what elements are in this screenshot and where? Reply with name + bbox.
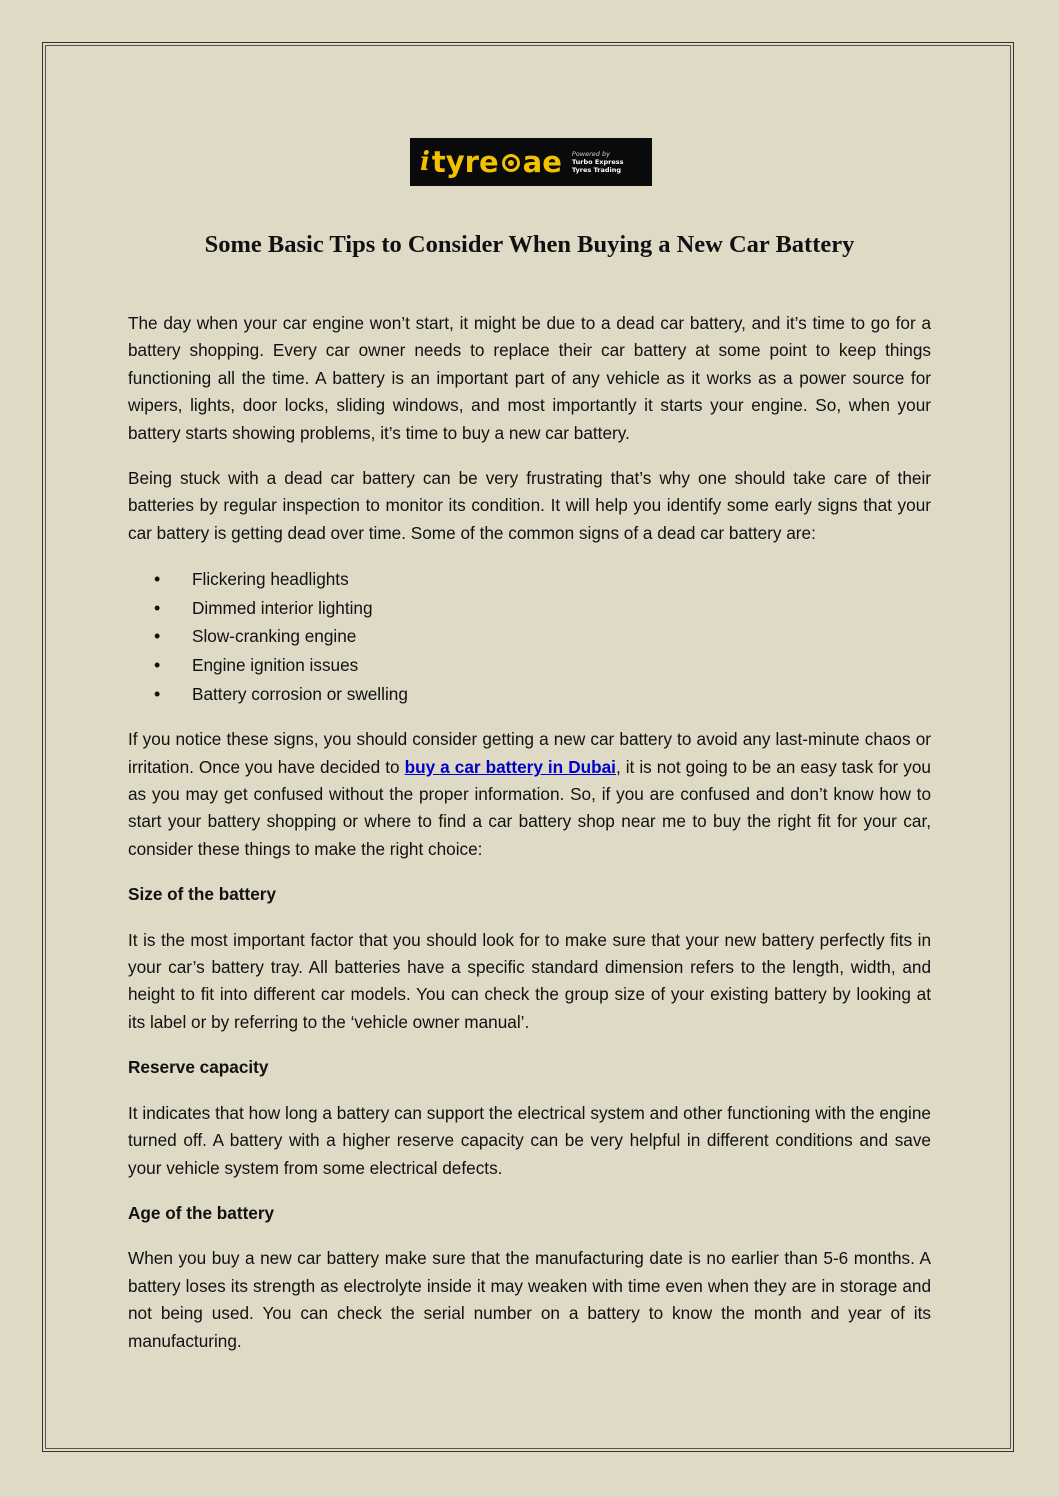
logo-text-right: ae bbox=[522, 145, 562, 179]
logo-company-line1: Turbo Express bbox=[571, 158, 624, 166]
logo-text-left: tyre bbox=[431, 145, 499, 179]
brand-logo bbox=[410, 138, 652, 186]
section-text-age: When you buy a new car battery make sure that the manufacturing date is no earlier than 5-6 months. A battery loses its strength as electrolyte inside it may weaken with time even when they are in storage and not being used. You can check the serial number on a battery to know the month and year of its manufacturing. bbox=[128, 1248, 931, 1351]
section-heading-reserve: Reserve capacity bbox=[128, 1057, 269, 1078]
paragraph-3-after: , it is not going to be an easy task for you as you may get confused without the proper information. So, if you are confused and don’t know how to start your battery shopping or where to find a car battery shop near me to buy the right fit for your car, consider these things to make the right choice: bbox=[128, 756, 931, 859]
list-item: • Slow-cranking engine bbox=[128, 622, 931, 651]
section-heading-size: Size of the battery bbox=[128, 884, 277, 905]
list-item: • Battery corrosion or swelling bbox=[128, 680, 931, 709]
wheel-icon bbox=[502, 154, 520, 172]
paragraph-3-before: If you notice these signs, you should consider getting a new car battery to avoid any last-minute chaos or irritation. Once you have decided to bbox=[128, 729, 931, 777]
logo-i: i bbox=[420, 147, 430, 177]
list-item: • Flickering headlights bbox=[128, 565, 931, 594]
list-item: • Engine ignition issues bbox=[128, 651, 931, 680]
intro-paragraph-2: Being stuck with a dead car battery can be very frustrating that’s why one should take care of their batteries by regular inspection to monitor its condition. It will help you identify some early signs that your car battery is getting dead over time. Some of the common signs of a dead car battery are: bbox=[128, 468, 931, 543]
logo-tagline bbox=[572, 150, 624, 174]
list-item: • Dimmed interior lighting bbox=[128, 594, 931, 623]
intro-paragraph-1: The day when your car engine won’t start, it might be due to a dead car battery, and it’s time to go for a battery shopping. Every car owner needs to replace their car battery at some point to keep things functioning all the time. A battery is an important part of any vehicle as it works as a power source for wipers, lights, door locks, sliding windows, and most importantly it starts your engine. So, when your battery starts showing problems, it’s time to buy a new car battery. bbox=[128, 313, 931, 443]
paragraph-3 bbox=[128, 726, 931, 863]
section-text-reserve: It indicates that how long a battery can support the electrical system and other functioning with the engine turned off. A battery with a higher reserve capacity can be very helpful in different conditions and save your vehicle system from some electrical defects. bbox=[128, 1102, 931, 1178]
buy-battery-dubai-link[interactable]: buy a car battery in Dubai bbox=[404, 756, 616, 777]
logo-company-line2: Tyres Trading bbox=[571, 166, 622, 174]
signs-list bbox=[128, 565, 931, 708]
article-body bbox=[128, 310, 931, 1373]
section-text-size: It is the most important factor that you should look for to make sure that your new battery perfectly fits in your car’s battery tray. All batteries have a specific standard dimension refers to the length, width, and height to fit into different car models. You can check the group size of your existing battery by looking at its label or by referring to the ‘vehicle owner manual’. bbox=[128, 929, 931, 1032]
section-heading-age: Age of the battery bbox=[128, 1202, 275, 1223]
logo-powered-by: Powered by bbox=[571, 150, 610, 158]
page-title: Some Basic Tips to Consider When Buying a New Car Battery bbox=[204, 231, 855, 258]
